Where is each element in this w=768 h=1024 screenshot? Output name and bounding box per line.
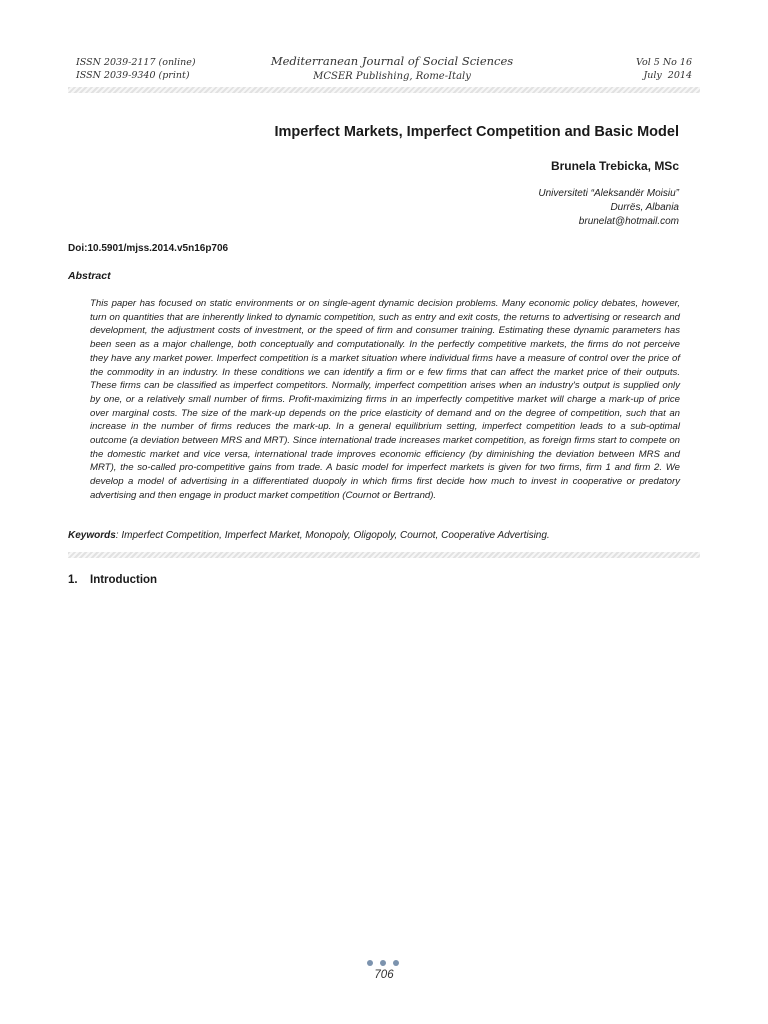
publisher-name: MCSER Publishing, Rome-Italy — [313, 71, 471, 82]
section-number: 1. — [68, 574, 78, 586]
issn-block — [76, 56, 196, 82]
issn-online: ISSN 2039-2117 (online) — [76, 57, 196, 68]
keywords-list: : Imperfect Competition, Imperfect Market, Monopoly, Oligopoly, Cournot, Cooperative Advertising. — [115, 530, 550, 541]
issn-print: ISSN 2039-9340 (print) — [76, 70, 190, 81]
volume-number: Vol 5 No 16 — [636, 57, 692, 68]
affiliation-city: Durrës, Albania — [610, 202, 679, 213]
article-title: Imperfect Markets, Imperfect Competition and Basic Model — [274, 124, 679, 140]
author-name: Brunela Trebicka, MSc — [550, 159, 679, 173]
journal-name: Mediterranean Journal of Social Sciences — [270, 54, 514, 68]
footer-dot — [367, 960, 373, 966]
journal-block — [200, 54, 584, 84]
keywords-label: Keywords — [68, 530, 116, 541]
volume-block — [636, 56, 692, 82]
footer-dot — [393, 960, 399, 966]
section-title: Introduction — [90, 574, 158, 586]
header-divider — [68, 87, 700, 93]
author-email[interactable]: brunelat@hotmail.com — [578, 216, 679, 227]
author-affiliation — [538, 187, 679, 229]
doi-link[interactable]: Doi:10.5901/mjss.2014.v5n16p706 — [68, 243, 229, 254]
issue-date: July 2014 — [643, 70, 692, 81]
abstract-text: This paper has focused on static environments or on single-agent dynamic decision problems. Many economic policy debates, however, turn on quantities that are inherently linked to dynamic competition, such as entry and exit costs, the returns to advertising or research and development, the adjustment costs of investment, or the speed of firm and consumer training. Estimating these dynamic parameters has been seen as a major challenge, both conceptually and computationally. In the perfectly competitive markets, the firms do not perceive they have any market power. Imperfect competition is a market situation where individual firms have a measure of control over the price of the commodity in an industry. In these conditions we can identify a firm or e few firms that can affect the market price of their outputs. These firms can be classified as imperfect competitors. Normally, imperfect competition arises when an industry's output is supplied only by one, or a relatively small number of firms. Profit-maximizing firms in an imperfectly competitive market will charge a mark-up of price over marginal costs. The size of the mark-up depends on the price elasticity of demand and on the degree of competition, such that an increase in the number of firms reduces the mark-up. In a general equilibrium setting, imperfect competition leads to a sub-optimal outcome (a deviation between MRS and MRT). Since international trade increases market competition, as foreign firms start to compete on the domestic market and vice versa, international trade improves economic efficiency (by diminishing the deviation between MRS and MRT), the so-called pro-competitive gains from trade. A basic model for imperfect markets is given for two firms, firm 1 and firm 2. We develop a model of advertising in a differentiated duopoly in which firms first decide how much to invest in cooperative or predatory advertising and then engage in product market competition (Cournot or Bertrand). — [90, 298, 680, 501]
footer-dot — [380, 960, 386, 966]
abstract-heading: Abstract — [68, 270, 111, 282]
keywords-divider — [68, 552, 700, 558]
section-heading — [68, 574, 157, 586]
page-number: 706 — [374, 969, 394, 981]
footer-dots-ornament — [367, 960, 403, 968]
affiliation-institution: Universiteti “Aleksandër Moisiu” — [538, 188, 679, 199]
keywords-line — [68, 530, 550, 541]
